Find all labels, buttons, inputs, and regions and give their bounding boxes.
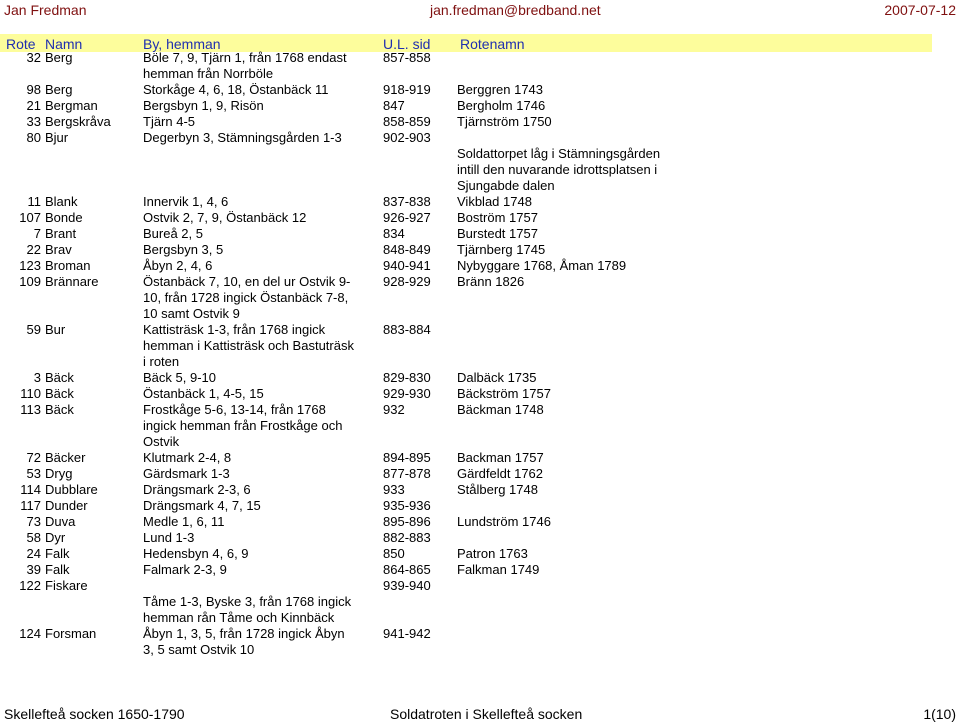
rote-number: 107 (19, 210, 41, 225)
rote-number: 7 (33, 226, 41, 241)
table-row (0, 386, 960, 402)
village-hemman: Medle 1, 6, 11 (143, 514, 225, 529)
column-header-rote: Rote (6, 36, 36, 52)
rote-name: Berg (45, 50, 73, 65)
table-row (0, 226, 960, 242)
rote-number: 123 (19, 258, 41, 273)
table-row (0, 402, 960, 450)
rote-name: Dyr (45, 530, 66, 545)
soldier-name: Falkman 1749 (457, 562, 540, 577)
ul-page: 940-941 (383, 258, 431, 273)
ul-page: 918-919 (383, 82, 431, 97)
village-hemman: Frostkåge 5-6, 13-14, från 1768 (143, 402, 326, 417)
ul-page: 829-830 (383, 370, 431, 385)
ul-page: 902-903 (383, 130, 431, 145)
rote-name: Bergman (45, 98, 98, 113)
village-hemman: 10, från 1728 ingick Östanbäck 7-8, (143, 290, 349, 305)
village-hemman: 3, 5 samt Ostvik 10 (143, 642, 255, 657)
table-row (0, 82, 960, 98)
table-row (0, 146, 960, 194)
rote-number: 98 (26, 82, 41, 97)
village-hemman: Böle 7, 9, Tjärn 1, från 1768 endast (143, 50, 347, 65)
ul-page: 864-865 (383, 562, 431, 577)
village-hemman: Tjärn 4-5 (143, 114, 196, 129)
rote-name: Broman (45, 258, 91, 273)
village-hemman: Bureå 2, 5 (143, 226, 203, 241)
rote-number: 21 (26, 98, 41, 113)
soldier-name: Patron 1763 (457, 546, 528, 561)
rote-name: Forsman (45, 626, 97, 641)
village-hemman: Åbyn 1, 3, 5, från 1728 ingick Åbyn (143, 626, 345, 641)
rote-number: 122 (19, 578, 41, 593)
rote-name: Bergskråva (45, 114, 111, 129)
table-row (0, 322, 960, 370)
table-row (0, 242, 960, 258)
rote-number: 3 (33, 370, 41, 385)
soldier-name: Gärdfeldt 1762 (457, 466, 544, 481)
table-row (0, 98, 960, 114)
ul-page: 894-895 (383, 450, 431, 465)
table-row (0, 530, 960, 546)
rote-number: 32 (26, 50, 41, 65)
rote-number: 117 (20, 498, 41, 513)
ul-page: 882-883 (383, 530, 431, 545)
soldier-name: Bränn 1826 (457, 274, 525, 289)
village-hemman: Lund 1-3 (143, 530, 195, 545)
village-hemman: Ostvik 2, 7, 9, Östanbäck 12 (143, 210, 307, 225)
table-row (0, 258, 960, 274)
village-hemman: hemman rån Tåme och Kinnbäck (143, 610, 335, 625)
village-hemman: Storkåge 4, 6, 18, Östanbäck 11 (143, 82, 329, 97)
rote-number: 113 (20, 402, 41, 417)
soldier-roster-table (0, 50, 960, 658)
column-header-by-hemman: By, hemman (143, 36, 221, 52)
column-header-namn: Namn (45, 36, 83, 52)
soldier-name: Tjärnström 1750 (457, 114, 552, 129)
village-hemman: Bergsbyn 3, 5 (143, 242, 224, 257)
ul-page: 877-878 (383, 466, 431, 481)
village-hemman: Innervik 1, 4, 6 (143, 194, 229, 209)
column-header-rotenamn: Rotenamn (460, 36, 525, 52)
ul-page: 847 (383, 98, 405, 113)
table-row (0, 466, 960, 482)
soldier-name: Burstedt 1757 (457, 226, 538, 241)
rote-name: Bäck (45, 370, 74, 385)
rote-number: 39 (26, 562, 41, 577)
rote-number: 124 (19, 626, 41, 641)
soldier-name: Soldattorpet låg i Stämningsgården (457, 146, 661, 161)
village-hemman: ingick hemman från Frostkåge och (143, 418, 343, 433)
village-hemman: 10 samt Ostvik 9 (143, 306, 240, 321)
soldier-name: Lundström 1746 (457, 514, 551, 529)
table-row (0, 274, 960, 322)
rote-number: 24 (26, 546, 41, 561)
village-hemman: Kattisträsk 1-3, från 1768 ingick (143, 322, 326, 337)
rote-name: Falk (45, 546, 70, 561)
table-row (0, 562, 960, 578)
ul-page: 834 (383, 226, 405, 241)
page-footer (0, 706, 960, 721)
village-hemman: hemman i Kattisträsk och Bastuträsk (143, 338, 354, 353)
soldier-name: Bäckström 1757 (457, 386, 551, 401)
soldier-name: Dalbäck 1735 (457, 370, 537, 385)
ul-page: 858-859 (383, 114, 431, 129)
rote-name: Dubblare (45, 482, 98, 497)
rote-number: 72 (26, 450, 41, 465)
column-header-ul-sid: U.L. sid (383, 36, 431, 52)
village-hemman: Degerbyn 3, Stämningsgården 1-3 (143, 130, 342, 145)
ul-page: 883-884 (383, 322, 431, 337)
village-hemman: Tåme 1-3, Byske 3, från 1768 ingick (143, 594, 352, 609)
rote-number: 73 (26, 514, 41, 529)
village-hemman: Åbyn 2, 4, 6 (143, 258, 213, 273)
ul-page: 933 (383, 482, 405, 497)
village-hemman: Östanbäck 7, 10, en del ur Ostvik 9- (143, 274, 351, 289)
footer-document-title: Soldatroten i Skellefteå socken (390, 706, 583, 722)
village-hemman: Bergsbyn 1, 9, Risön (143, 98, 264, 113)
ul-page: 941-942 (383, 626, 431, 641)
village-hemman: Ostvik (143, 434, 180, 449)
village-hemman: Drängsmark 2-3, 6 (143, 482, 251, 497)
soldier-name: Boström 1757 (457, 210, 538, 225)
rote-name: Bur (45, 322, 66, 337)
rote-name: Berg (45, 82, 73, 97)
rote-number: 11 (27, 194, 41, 209)
village-hemman: Klutmark 2-4, 8 (143, 450, 232, 465)
author-name: Jan Fredman (4, 2, 87, 18)
rote-name: Bäck (45, 386, 74, 401)
rote-number: 110 (20, 386, 41, 401)
ul-page: 837-838 (383, 194, 431, 209)
footer-parish-period: Skellefteå socken 1650-1790 (4, 706, 185, 722)
rote-number: 114 (20, 482, 41, 497)
ul-page: 857-858 (383, 50, 431, 65)
page-header (0, 0, 960, 22)
soldier-name: intill den nuvarande idrottsplatsen i (457, 162, 658, 177)
soldier-name: Vikblad 1748 (457, 194, 532, 209)
ul-page: 848-849 (383, 242, 431, 257)
table-row (0, 450, 960, 466)
rote-name: Dryg (45, 466, 73, 481)
table-row (0, 50, 960, 82)
village-hemman: Falmark 2-3, 9 (143, 562, 227, 577)
table-row (0, 194, 960, 210)
soldier-name: Nybyggare 1768, Åman 1789 (457, 258, 627, 273)
table-row (0, 114, 960, 130)
rote-number: 80 (26, 130, 41, 145)
village-hemman: Gärdsmark 1-3 (143, 466, 230, 481)
ul-page: 926-927 (383, 210, 431, 225)
document-date: 2007-07-12 (884, 2, 956, 18)
table-row (0, 594, 960, 626)
rote-name: Bäck (45, 402, 74, 417)
table-row (0, 626, 960, 658)
rote-name: Blank (45, 194, 78, 209)
rote-number: 53 (26, 466, 41, 481)
rote-number: 109 (19, 274, 41, 289)
rote-name: Falk (45, 562, 70, 577)
soldier-name: Bergholm 1746 (457, 98, 546, 113)
table-row (0, 130, 960, 146)
ul-page: 932 (383, 402, 405, 417)
table-row (0, 210, 960, 226)
village-hemman: hemman från Norrböle (143, 66, 274, 81)
table-row (0, 498, 960, 514)
table-row (0, 370, 960, 386)
soldier-name: Bäckman 1748 (457, 402, 544, 417)
ul-page: 935-936 (383, 498, 431, 513)
table-row (0, 514, 960, 530)
rote-name: Fiskare (45, 578, 88, 593)
ul-page: 895-896 (383, 514, 431, 529)
soldier-name: Berggren 1743 (457, 82, 544, 97)
ul-page: 929-930 (383, 386, 431, 401)
table-row (0, 482, 960, 498)
rote-name: Duva (45, 514, 76, 529)
author-email: jan.fredman@bredband.net (430, 2, 601, 18)
soldier-name: Tjärnberg 1745 (457, 242, 546, 257)
rote-name: Bjur (45, 130, 69, 145)
rote-name: Brännare (45, 274, 99, 289)
village-hemman: i roten (143, 354, 180, 369)
village-hemman: Östanbäck 1, 4-5, 15 (143, 386, 264, 401)
soldier-name: Backman 1757 (457, 450, 544, 465)
rote-number: 33 (26, 114, 41, 129)
ul-page: 939-940 (383, 578, 431, 593)
soldier-name: Stålberg 1748 (457, 482, 538, 497)
soldier-name: Sjungabde dalen (457, 178, 555, 193)
table-row (0, 578, 960, 594)
village-hemman: Bäck 5, 9-10 (143, 370, 216, 385)
rote-name: Brav (45, 242, 72, 257)
rote-name: Bonde (45, 210, 83, 225)
village-hemman: Hedensbyn 4, 6, 9 (143, 546, 249, 561)
rote-number: 22 (26, 242, 41, 257)
rote-name: Bäcker (45, 450, 86, 465)
rote-number: 59 (26, 322, 41, 337)
village-hemman: Drängsmark 4, 7, 15 (143, 498, 261, 513)
ul-page: 928-929 (383, 274, 431, 289)
ul-page: 850 (383, 546, 405, 561)
rote-name: Dunder (45, 498, 88, 513)
rote-number: 58 (26, 530, 41, 545)
table-row (0, 546, 960, 562)
footer-page-number: 1(10) (923, 706, 956, 722)
rote-name: Brant (45, 226, 77, 241)
